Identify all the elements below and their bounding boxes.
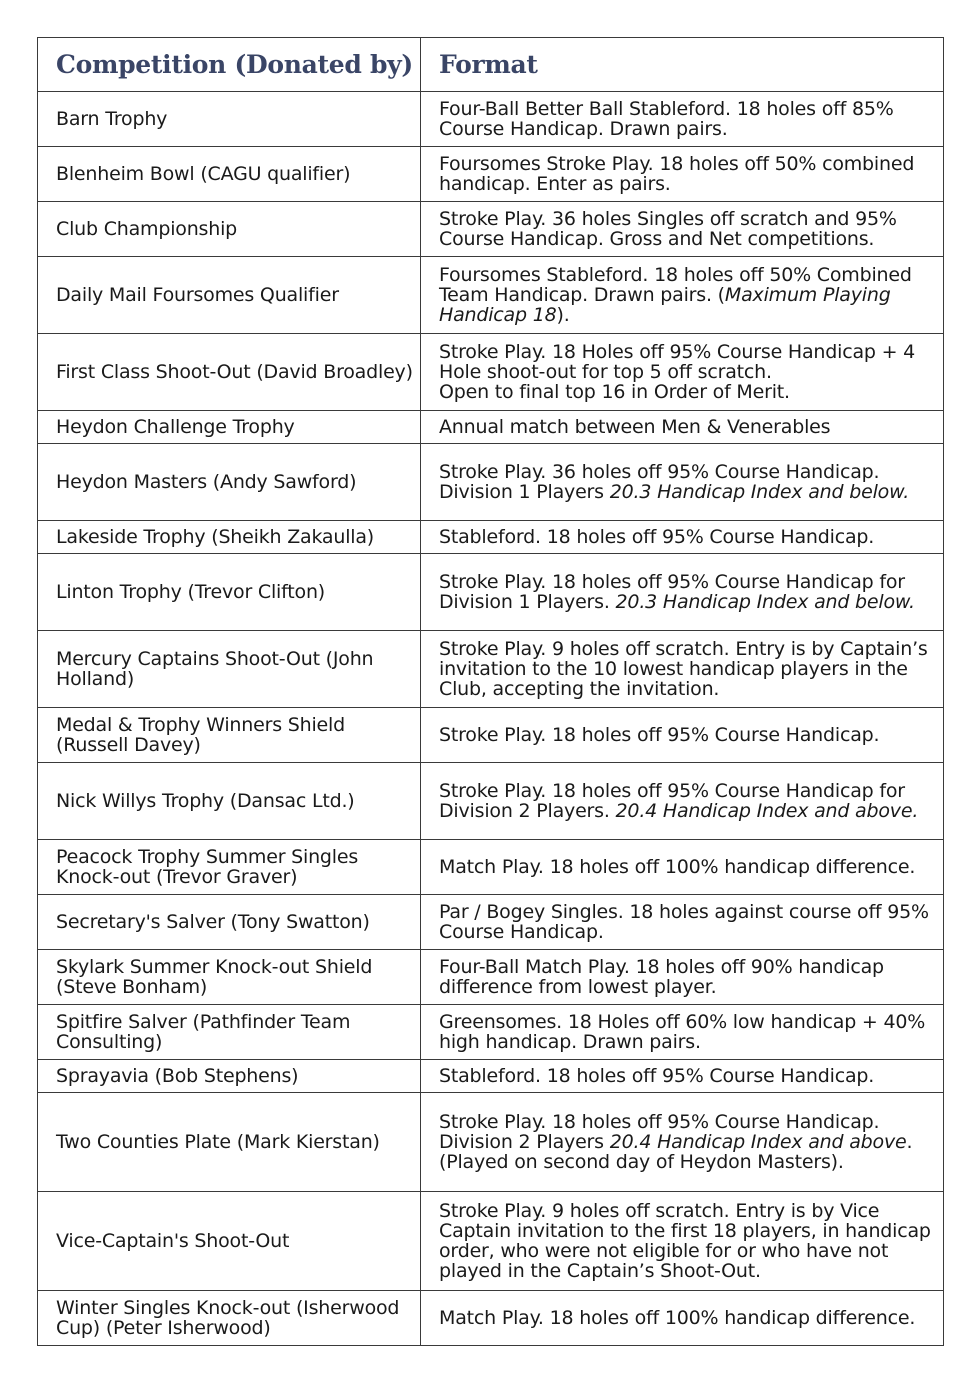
format-text: Stroke Play. 36 holes off 95% Course Handicap. Division 1 Players (439, 461, 880, 503)
competition-name: Barn Trophy (38, 92, 421, 147)
table-row (38, 334, 944, 411)
table-row (38, 147, 944, 202)
competition-name: Daily Mail Foursomes Qualifier (38, 257, 421, 334)
format-text: Open to final top 16 in Order of Merit. (439, 381, 790, 403)
table-row (38, 763, 944, 840)
format-text: Stroke Play. 18 holes off 95% Course Handicap. Division 2 Players (439, 1111, 880, 1153)
format-text: Greensomes. 18 Holes off 60% low handicap + 40% high handicap. Drawn pairs. (439, 1011, 926, 1053)
competition-format (421, 895, 944, 950)
header-format: Format (421, 38, 944, 92)
table-row (38, 444, 944, 521)
competition-name: Heydon Challenge Trophy (38, 411, 421, 444)
competition-format (421, 411, 944, 444)
competition-name: Skylark Summer Knock-out Shield (Steve Bonham) (38, 950, 421, 1005)
format-italic-text: 20.3 Handicap Index and below. (615, 591, 915, 613)
format-text: Stableford. 18 holes off 95% Course Handicap. (439, 526, 875, 548)
competition-name: Vice-Captain's Shoot-Out (38, 1192, 421, 1291)
competition-name: Lakeside Trophy (Sheikh Zakaulla) (38, 521, 421, 554)
table-row (38, 257, 944, 334)
format-italic-text: Maximum Playing Handicap 18 (439, 284, 891, 326)
format-text: . (Played on second day of Heydon Masters). (439, 1131, 913, 1173)
competition-name: First Class Shoot-Out (David Broadley) (38, 334, 421, 411)
format-text: Stroke Play. 9 holes off scratch. Entry is by Captain’s invitation to the 10 lowest handicap players in the Club, accepting the invitation. (439, 638, 928, 700)
table-row (38, 631, 944, 708)
competition-format (421, 257, 944, 334)
competition-name: Blenheim Bowl (CAGU qualifier) (38, 147, 421, 202)
competition-format (421, 444, 944, 521)
table-row (38, 950, 944, 1005)
table-body (38, 92, 944, 1346)
format-text: Stroke Play. 18 holes off 95% Course Handicap for Division 2 Players. (439, 780, 905, 822)
format-text: Four-Ball Better Ball Stableford. 18 holes off 85% Course Handicap. Drawn pairs. (439, 98, 894, 140)
format-text: Stroke Play. 9 holes off scratch. Entry is by Vice Captain invitation to the first 18 players, in handicap order, who were not eligible for or who have not played in the Captain’s Shoot-Out. (439, 1200, 931, 1282)
competition-format (421, 147, 944, 202)
format-text: Annual match between Men & Venerables (439, 416, 831, 438)
competition-format (421, 763, 944, 840)
format-text: Stroke Play. 18 holes off 95% Course Handicap for Division 1 Players. (439, 571, 905, 613)
table-row (38, 411, 944, 444)
competition-format (421, 1192, 944, 1291)
competition-format (421, 840, 944, 895)
table-row (38, 895, 944, 950)
competition-name: Heydon Masters (Andy Sawford) (38, 444, 421, 521)
table-row (38, 840, 944, 895)
competition-name: Mercury Captains Shoot-Out (John Holland) (38, 631, 421, 708)
competition-name: Sprayavia (Bob Stephens) (38, 1060, 421, 1093)
format-text: Stroke Play. 36 holes Singles off scratch and 95% Course Handicap. Gross and Net competitions. (439, 208, 897, 250)
competition-format (421, 92, 944, 147)
competition-name: Club Championship (38, 202, 421, 257)
table-row (38, 1192, 944, 1291)
header-competition: Competition (Donated by) (38, 38, 421, 92)
format-text: Stroke Play. 18 holes off 95% Course Handicap. (439, 724, 880, 746)
competition-name: Medal & Trophy Winners Shield (Russell Davey) (38, 708, 421, 763)
competition-name: Linton Trophy (Trevor Clifton) (38, 554, 421, 631)
competition-format (421, 334, 944, 411)
format-text: Foursomes Stableford. 18 holes off 50% Combined Team Handicap. Drawn pairs. ( (439, 264, 912, 306)
competition-format (421, 554, 944, 631)
format-italic-text: 20.3 Handicap Index and below. (609, 481, 910, 503)
competition-name: Two Counties Plate (Mark Kierstan) (38, 1093, 421, 1192)
format-text: Four-Ball Match Play. 18 holes off 90% handicap difference from lowest player. (439, 956, 884, 998)
table-row (38, 1060, 944, 1093)
competition-format (421, 708, 944, 763)
format-text: Foursomes Stroke Play. 18 holes off 50% combined handicap. Enter as pairs. (439, 153, 915, 195)
competition-format (421, 1291, 944, 1346)
table-row (38, 1291, 944, 1346)
format-text: Stroke Play. 18 Holes off 95% Course Handicap + 4 Hole shoot-out for top 5 off scratch. (439, 341, 916, 383)
format-text: Match Play. 18 holes off 100% handicap difference. (439, 856, 916, 878)
format-italic-text: 20.4 Handicap Index and above. (615, 800, 919, 822)
table-row (38, 92, 944, 147)
table-row (38, 708, 944, 763)
table-row (38, 554, 944, 631)
format-text: Match Play. 18 holes off 100% handicap difference. (439, 1307, 916, 1329)
competition-name: Winter Singles Knock-out (Isherwood Cup) (Peter Isherwood) (38, 1291, 421, 1346)
competition-format (421, 950, 944, 1005)
format-text: Stableford. 18 holes off 95% Course Handicap. (439, 1065, 875, 1087)
format-text: Par / Bogey Singles. 18 holes against course off 95% Course Handicap. (439, 901, 929, 943)
competition-format (421, 1005, 944, 1060)
competition-name: Spitfire Salver (Pathfinder Team Consulting) (38, 1005, 421, 1060)
table-row (38, 1093, 944, 1192)
competition-format (421, 631, 944, 708)
header-row (38, 38, 944, 92)
competition-format (421, 521, 944, 554)
table-row (38, 1005, 944, 1060)
competition-format (421, 202, 944, 257)
format-italic-text: 20.4 Handicap Index and above (609, 1131, 907, 1153)
table-row (38, 202, 944, 257)
table-row (38, 521, 944, 554)
competition-name: Secretary's Salver (Tony Swatton) (38, 895, 421, 950)
competition-format (421, 1093, 944, 1192)
competition-format (421, 1060, 944, 1093)
competition-table (37, 37, 944, 1346)
competition-name: Peacock Trophy Summer Singles Knock-out (Trevor Graver) (38, 840, 421, 895)
competition-name: Nick Willys Trophy (Dansac Ltd.) (38, 763, 421, 840)
format-text: ). (556, 304, 570, 326)
